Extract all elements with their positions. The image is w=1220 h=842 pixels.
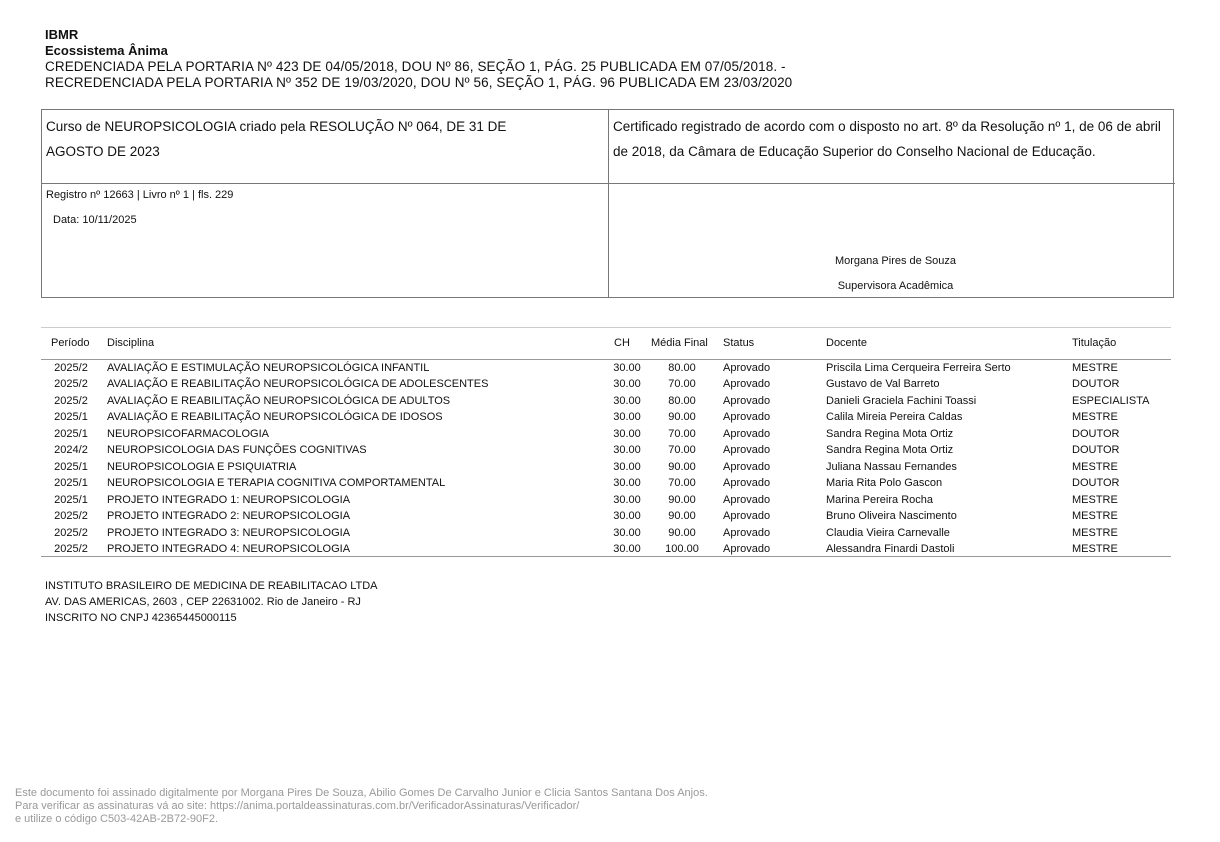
footer-signed-by: Este documento foi assinado digitalmente por Morgana Pires De Souza, Abilio Gomes De Carvalho Junior e Clicia Santos Santana Dos Anjos. [15,787,708,799]
cell-status: Aprovado [723,427,771,440]
institution-group: Ecossistema Ânima [45,43,168,58]
cell-status: Aprovado [723,444,771,457]
cell-media: 80.00 [668,362,696,374]
cell-titulacao: ESPECIALISTA [1072,394,1150,407]
institution-address: AV. DAS AMERICAS, 2603 , CEP 22631002. Rio de Janeiro - RJ [45,596,361,608]
signature-footer [15,787,708,826]
cell-titulacao: MESTRE [1072,526,1118,539]
table-top-rule [41,327,1171,328]
cell-titulacao: DOUTOR [1072,444,1120,457]
cell-media: 90.00 [668,493,696,506]
cell-periodo: 2025/2 [54,362,88,374]
signer-role: Supervisora Acadêmica [837,280,954,292]
cell-docente: Sandra Regina Mota Ortiz [826,427,954,440]
cell-periodo: 2025/2 [54,526,88,539]
table-row [41,378,1171,394]
cell-ch: 30.00 [613,510,641,523]
cell-media: 90.00 [668,460,696,473]
cell-disciplina: PROJETO INTEGRADO 2: NEUROPSICOLOGIA [107,510,351,523]
cell-media: 70.00 [668,444,696,457]
cell-periodo: 2025/2 [54,378,88,391]
header-ch: CH [614,337,630,349]
cell-status: Aprovado [723,378,771,391]
signer-name: Morgana Pires de Souza [834,255,957,267]
cell-titulacao: MESTRE [1072,493,1118,506]
cell-titulacao: MESTRE [1072,510,1118,523]
header-status: Status [723,337,755,349]
cell-ch: 30.00 [613,460,641,473]
cell-disciplina: PROJETO INTEGRADO 3: NEUROPSICOLOGIA [107,526,351,539]
cell-docente: Claudia Vieira Carnevalle [826,526,950,539]
accreditation-line: CREDENCIADA PELA PORTARIA Nº 423 DE 04/05/2018, DOU Nº 86, SEÇÃO 1, PÁG. 25 PUBLICADA EM 07/05/2018. - [45,59,786,74]
cell-status: Aprovado [723,477,771,490]
cell-disciplina: NEUROPSICOLOGIA E PSIQUIATRIA [107,460,297,473]
cell-docente: Marina Pereira Rocha [826,493,933,506]
certificate-info-box [41,109,1174,298]
cell-media: 90.00 [668,510,696,523]
cell-titulacao: DOUTOR [1072,477,1120,490]
cell-docente: Juliana Nassau Fernandes [826,460,957,473]
header-periodo: Período [51,337,90,349]
cell-disciplina: AVALIAÇÃO E REABILITAÇÃO NEUROPSICOLÓGICA DE IDOSOS [107,411,443,424]
cell-ch: 30.00 [613,477,641,490]
registry-date: Data: 10/11/2025 [53,214,137,226]
cell-ch: 30.00 [613,362,641,374]
cell-titulacao: DOUTOR [1072,427,1120,440]
cell-periodo: 2024/2 [54,444,88,457]
document-header [45,27,1175,91]
table-bottom-rule [41,556,1171,557]
cell-periodo: 2025/1 [54,477,88,490]
cell-periodo: 2025/2 [54,394,88,407]
header-docente: Docente [826,337,867,349]
table-row [41,362,1171,378]
cell-ch: 30.00 [613,444,641,457]
table-row [41,461,1171,477]
cell-disciplina: NEUROPSICOLOGIA DAS FUNÇÕES COGNITIVAS [107,444,367,457]
table-row [41,477,1171,493]
cell-status: Aprovado [723,411,771,424]
cell-ch: 30.00 [613,526,641,539]
cell-disciplina: NEUROPSICOLOGIA E TERAPIA COGNITIVA COMPORTAMENTAL [107,477,446,490]
header-disciplina: Disciplina [107,337,155,349]
cell-periodo: 2025/1 [54,460,88,473]
course-resolution: Curso de NEUROPSICOLOGIA criado pela RESOLUÇÃO Nº 064, DE 31 DE AGOSTO DE 2023 [46,119,507,159]
cell-disciplina: AVALIAÇÃO E REABILITAÇÃO NEUROPSICOLÓGICA DE ADULTOS [107,394,451,407]
reaccreditation-line: RECREDENCIADA PELA PORTARIA Nº 352 DE 19/03/2020, DOU Nº 56, SEÇÃO 1, PÁG. 96 PUBLICADA EM 23/03/2020 [45,75,793,90]
cell-disciplina: AVALIAÇÃO E ESTIMULAÇÃO NEUROPSICOLÓGICA INFANTIL [107,362,430,374]
table-row [41,527,1171,543]
table-row [41,428,1171,444]
cell-ch: 30.00 [613,493,641,506]
cell-media: 70.00 [668,427,696,440]
cell-titulacao: MESTRE [1072,362,1118,374]
table-row [41,494,1171,510]
cell-disciplina: NEUROPSICOFARMACOLOGIA [107,427,269,440]
cell-media: 70.00 [668,477,696,490]
table-row [41,510,1171,526]
cell-disciplina: PROJETO INTEGRADO 1: NEUROPSICOLOGIA [107,493,351,506]
cell-media: 90.00 [668,411,696,424]
cell-titulacao: DOUTOR [1072,378,1120,391]
cell-status: Aprovado [723,526,771,539]
cell-titulacao: MESTRE [1072,542,1118,555]
cell-ch: 30.00 [613,542,641,555]
cell-periodo: 2025/1 [54,493,88,506]
cell-periodo: 2025/2 [54,542,88,555]
box-divider-horizontal [42,183,1175,184]
cell-status: Aprovado [723,362,771,374]
footer-verify-code: e utilize o código C503-42AB-2B72-90F2. [15,813,219,825]
cell-status: Aprovado [723,493,771,506]
cell-titulacao: MESTRE [1072,460,1118,473]
cell-titulacao: MESTRE [1072,411,1118,424]
table-row [41,395,1171,411]
institution-cnpj: INSCRITO NO CNPJ 42365445000115 [45,612,237,624]
institution-info [45,578,378,626]
footer-verify-site: Para verificar as assinaturas vá ao site: https://anima.portaldeassinaturas.com.br/VerificadorAssinaturas/Verificador/ [15,800,580,812]
cell-status: Aprovado [723,542,771,555]
institution-acronym: IBMR [45,27,79,42]
cell-media: 90.00 [668,526,696,539]
header-titulacao: Titulação [1072,337,1117,349]
cell-status: Aprovado [723,394,771,407]
cell-docente: Priscila Lima Cerqueira Ferreira Serto [826,362,1011,374]
table-row [41,444,1171,460]
cell-media: 100.00 [665,542,699,555]
box-divider-vertical [608,110,609,298]
cell-docente: Calila Mireia Pereira Caldas [826,411,963,424]
cell-media: 80.00 [668,394,696,407]
cell-status: Aprovado [723,510,771,523]
cell-docente: Danieli Graciela Fachini Toassi [826,394,977,407]
cell-periodo: 2025/2 [54,510,88,523]
table-header-rule [41,359,1171,360]
cell-media: 70.00 [668,378,696,391]
cell-docente: Alessandra Finardi Dastoli [826,542,955,555]
table-row [41,411,1171,427]
cell-disciplina: PROJETO INTEGRADO 4: NEUROPSICOLOGIA [107,542,351,555]
header-media-final: Média Final [651,337,708,349]
registry-number: Registro nº 12663 | Livro nº 1 | fls. 229 [46,189,234,201]
cell-disciplina: AVALIAÇÃO E REABILITAÇÃO NEUROPSICOLÓGICA DE ADOLESCENTES [107,378,489,391]
cell-docente: Bruno Oliveira Nascimento [826,510,957,523]
cell-docente: Sandra Regina Mota Ortiz [826,444,954,457]
institution-name: INSTITUTO BRASILEIRO DE MEDICINA DE REABILITACAO LTDA [45,580,378,592]
cell-periodo: 2025/1 [54,427,88,440]
cell-status: Aprovado [723,460,771,473]
cell-ch: 30.00 [613,411,641,424]
cell-ch: 30.00 [613,378,641,391]
cell-ch: 30.00 [613,394,641,407]
cell-docente: Maria Rita Polo Gascon [826,477,943,490]
cell-docente: Gustavo de Val Barreto [826,378,940,391]
certificate-registration-note: Certificado registrado de acordo com o disposto no art. 8º da Resolução nº 1, de 06 de abril de 2018, da Câmara de Educação Superior do Conselho Nacional de Educação. [613,119,1161,159]
cell-periodo: 2025/1 [54,411,88,424]
cell-ch: 30.00 [613,427,641,440]
